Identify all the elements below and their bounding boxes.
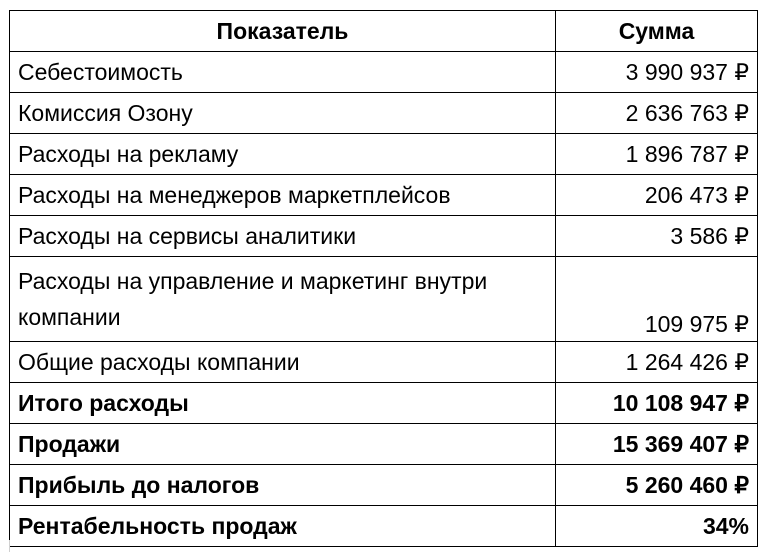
cell-marketplace-managers-value[interactable]: 206 473 ₽: [556, 175, 758, 216]
table-row-cost-price: [10, 52, 758, 93]
financial-summary-table: [9, 10, 758, 547]
cell-total-expenses-label[interactable]: Итого расходы: [10, 383, 556, 424]
cell-sales-profitability-value[interactable]: 34%: [556, 506, 758, 547]
table-row-marketplace-managers: [10, 175, 758, 216]
cell-profit-before-tax-value[interactable]: 5 260 460 ₽: [556, 465, 758, 506]
table-row-advertising-expenses: [10, 134, 758, 175]
table-row-profit-before-tax: [10, 465, 758, 506]
table-row-analytics-services: [10, 216, 758, 257]
table-header-row: [10, 11, 758, 52]
sheet-gridline-continuation: [9, 540, 758, 552]
cell-general-expenses-value[interactable]: 1 264 426 ₽: [556, 342, 758, 383]
column-header-indicator[interactable]: Показатель: [10, 11, 556, 52]
cell-sales-label[interactable]: Продажи: [10, 424, 556, 465]
cell-advertising-expenses-value[interactable]: 1 896 787 ₽: [556, 134, 758, 175]
cell-sales-profitability-label[interactable]: Рентабельность продаж: [10, 506, 556, 547]
cell-ozon-commission-label[interactable]: Комиссия Озону: [10, 93, 556, 134]
cell-management-marketing-label[interactable]: Расходы на управление и маркетинг внутри компании: [10, 257, 556, 342]
cell-ozon-commission-value[interactable]: 2 636 763 ₽: [556, 93, 758, 134]
cell-general-expenses-label[interactable]: Общие расходы компании: [10, 342, 556, 383]
table-row-total-expenses: [10, 383, 758, 424]
cell-analytics-services-label[interactable]: Расходы на сервисы аналитики: [10, 216, 556, 257]
cell-sales-value[interactable]: 15 369 407 ₽: [556, 424, 758, 465]
cell-marketplace-managers-label[interactable]: Расходы на менеджеров маркетплейсов: [10, 175, 556, 216]
table-row-ozon-commission: [10, 93, 758, 134]
cell-cost-price-label[interactable]: Себестоимость: [10, 52, 556, 93]
table-row-management-marketing: [10, 257, 758, 342]
table-row-sales: [10, 424, 758, 465]
cell-advertising-expenses-label[interactable]: Расходы на рекламу: [10, 134, 556, 175]
column-header-amount[interactable]: Сумма: [556, 11, 758, 52]
cell-analytics-services-value[interactable]: 3 586 ₽: [556, 216, 758, 257]
cell-management-marketing-value[interactable]: 109 975 ₽: [556, 257, 758, 342]
cell-profit-before-tax-label[interactable]: Прибыль до налогов: [10, 465, 556, 506]
cell-cost-price-value[interactable]: 3 990 937 ₽: [556, 52, 758, 93]
cell-total-expenses-value[interactable]: 10 108 947 ₽: [556, 383, 758, 424]
table-row-general-expenses: [10, 342, 758, 383]
